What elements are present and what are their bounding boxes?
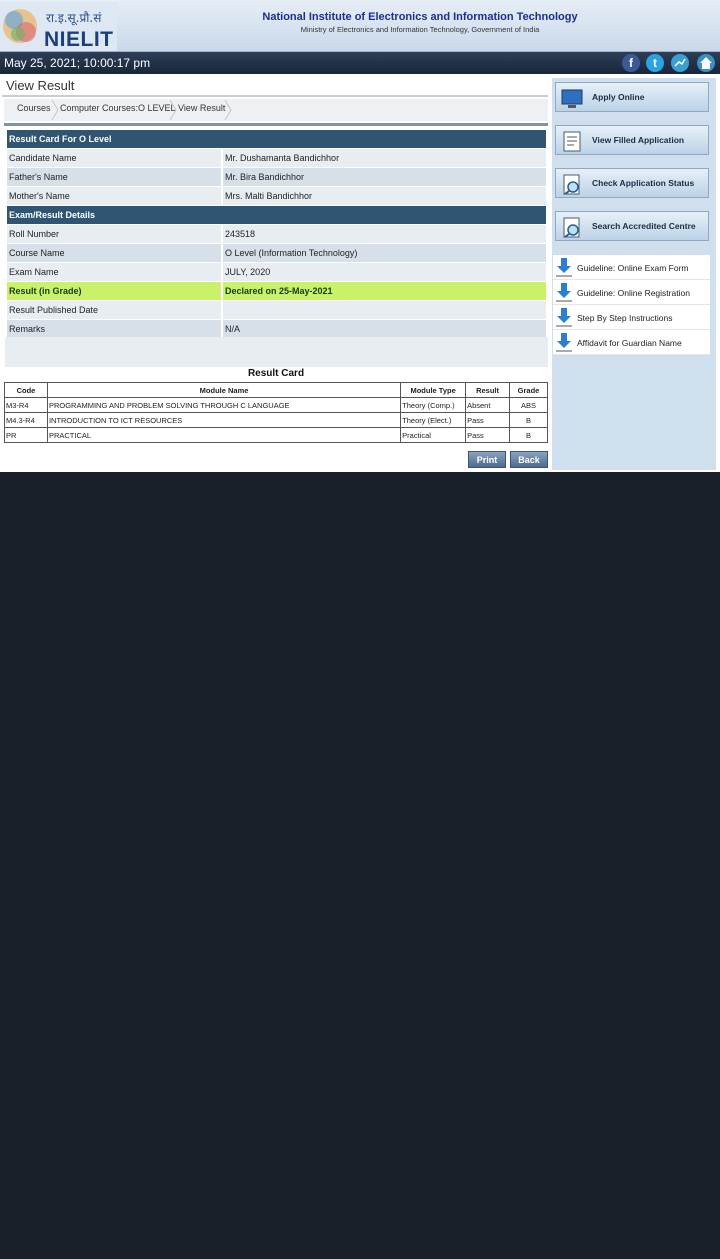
document-icon [560,130,584,152]
download-icon [554,257,574,277]
table-row [5,398,548,413]
table-row [5,428,548,443]
check-application-status-button[interactable] [555,168,709,198]
module-name: PRACTICAL [47,428,400,443]
chart-icon[interactable] [671,54,689,72]
module-result: Absent [466,398,510,413]
monitor-icon [560,87,584,109]
download-icon [554,307,574,327]
search-document-icon [560,216,584,238]
chevron-right-icon [169,100,177,120]
field-value: JULY, 2020 [223,263,546,281]
site-header [0,0,720,52]
module-code: M3-R4 [5,398,48,413]
field-label: Mother's Name [7,187,221,205]
field-label: Father's Name [7,168,221,186]
table-row [5,413,548,428]
chevron-right-icon [51,100,59,120]
link-step-by-step[interactable] [553,305,710,330]
twitter-icon[interactable]: t [646,54,664,72]
nielit-logo[interactable] [0,2,117,51]
view-filled-application-button[interactable] [555,125,709,155]
apply-online-button[interactable] [555,82,709,112]
field-value: 243518 [223,225,546,243]
sidebar-button-label: Search Accredited Centre [592,221,696,231]
result-card-title: Result Card [247,368,305,379]
field-label: Result Published Date [7,301,221,319]
field-label: Candidate Name [7,149,221,167]
current-datetime: May 25, 2021; 10:00:17 pm [4,56,151,70]
logo-emblem-icon [0,4,46,50]
page [0,0,720,472]
search-accredited-centre-button[interactable] [555,211,709,241]
facebook-icon[interactable]: f [622,54,640,72]
field-value: Mrs. Malti Bandichhor [223,187,546,205]
field-value [223,301,546,319]
breadcrumb-courses[interactable]: Courses [17,103,51,113]
result-card-header: Result Card For O Level [7,130,546,148]
sidebar-button-label: Check Application Status [592,178,695,188]
module-code: M4.3-R4 [5,413,48,428]
result-card-table [4,382,548,443]
breadcrumb [4,99,548,121]
search-document-icon [560,173,584,195]
module-grade: B [510,428,548,443]
field-value: O Level (Information Technology) [223,244,546,262]
link-label: Guideline: Online Registration [577,288,690,298]
module-code: PR [5,428,48,443]
module-grade: B [510,413,548,428]
home-icon[interactable] [697,54,715,72]
logo-hindi-text: रा.इ.सू.प्रौ.सं [46,11,102,25]
institute-subtitle: Ministry of Electronics and Information Technology, Government of India [300,25,540,34]
field-label: Roll Number [7,225,221,243]
breadcrumb-o-level[interactable]: Computer Courses:O LEVEL [60,103,176,113]
field-label: Exam Name [7,263,221,281]
breadcrumb-view-result: View Result [178,103,226,113]
link-label: Guideline: Online Exam Form [577,263,689,273]
link-guideline-exam-form[interactable] [553,255,710,280]
result-grade-label: Result (in Grade) [7,282,221,300]
column-header: Module Name [47,383,400,398]
back-button[interactable]: Back [510,451,548,468]
module-grade: ABS [510,398,548,413]
module-type: Theory (Comp.) [401,398,466,413]
column-header: Code [5,383,48,398]
field-value: N/A [223,320,546,338]
result-grade-value: Declared on 25-May-2021 [223,282,546,300]
main-content [2,76,550,468]
field-label: Course Name [7,244,221,262]
link-guideline-registration[interactable] [553,280,710,305]
column-header: Grade [510,383,548,398]
field-label: Remarks [7,320,221,338]
download-links [553,255,710,355]
module-name: INTRODUCTION TO ICT RESOURCES [47,413,400,428]
download-icon [554,282,574,302]
section-divider [4,123,548,126]
chevron-right-icon [224,100,232,120]
column-header: Module Type [401,383,466,398]
link-label: Affidavit for Guardian Name [577,338,682,348]
module-name: PROGRAMMING AND PROBLEM SOLVING THROUGH C LANGUAGE [47,398,400,413]
sidebar [552,78,716,470]
download-icon [554,332,574,352]
date-bar [0,52,720,74]
module-type: Theory (Elect.) [401,413,466,428]
module-type: Practical [401,428,466,443]
print-button[interactable]: Print [468,451,506,468]
field-value: Mr. Bira Bandichhor [223,168,546,186]
institute-title: National Institute of Electronics and Information Technology [262,11,578,23]
title-divider [2,95,548,97]
link-label: Step By Step Instructions [577,313,673,323]
column-header: Result [466,383,510,398]
sidebar-button-label: Apply Online [592,92,645,102]
exam-details-header: Exam/Result Details [7,206,546,224]
details-spacer [5,337,548,367]
field-value: Mr. Dushamanta Bandichhor [223,149,546,167]
link-affidavit[interactable] [553,330,710,355]
module-result: Pass [466,413,510,428]
sidebar-button-label: View Filled Application [592,135,685,145]
result-details-table [5,129,548,339]
logo-brand-text: NIELIT [44,28,114,51]
page-title: View Result [6,78,75,93]
module-result: Pass [466,428,510,443]
